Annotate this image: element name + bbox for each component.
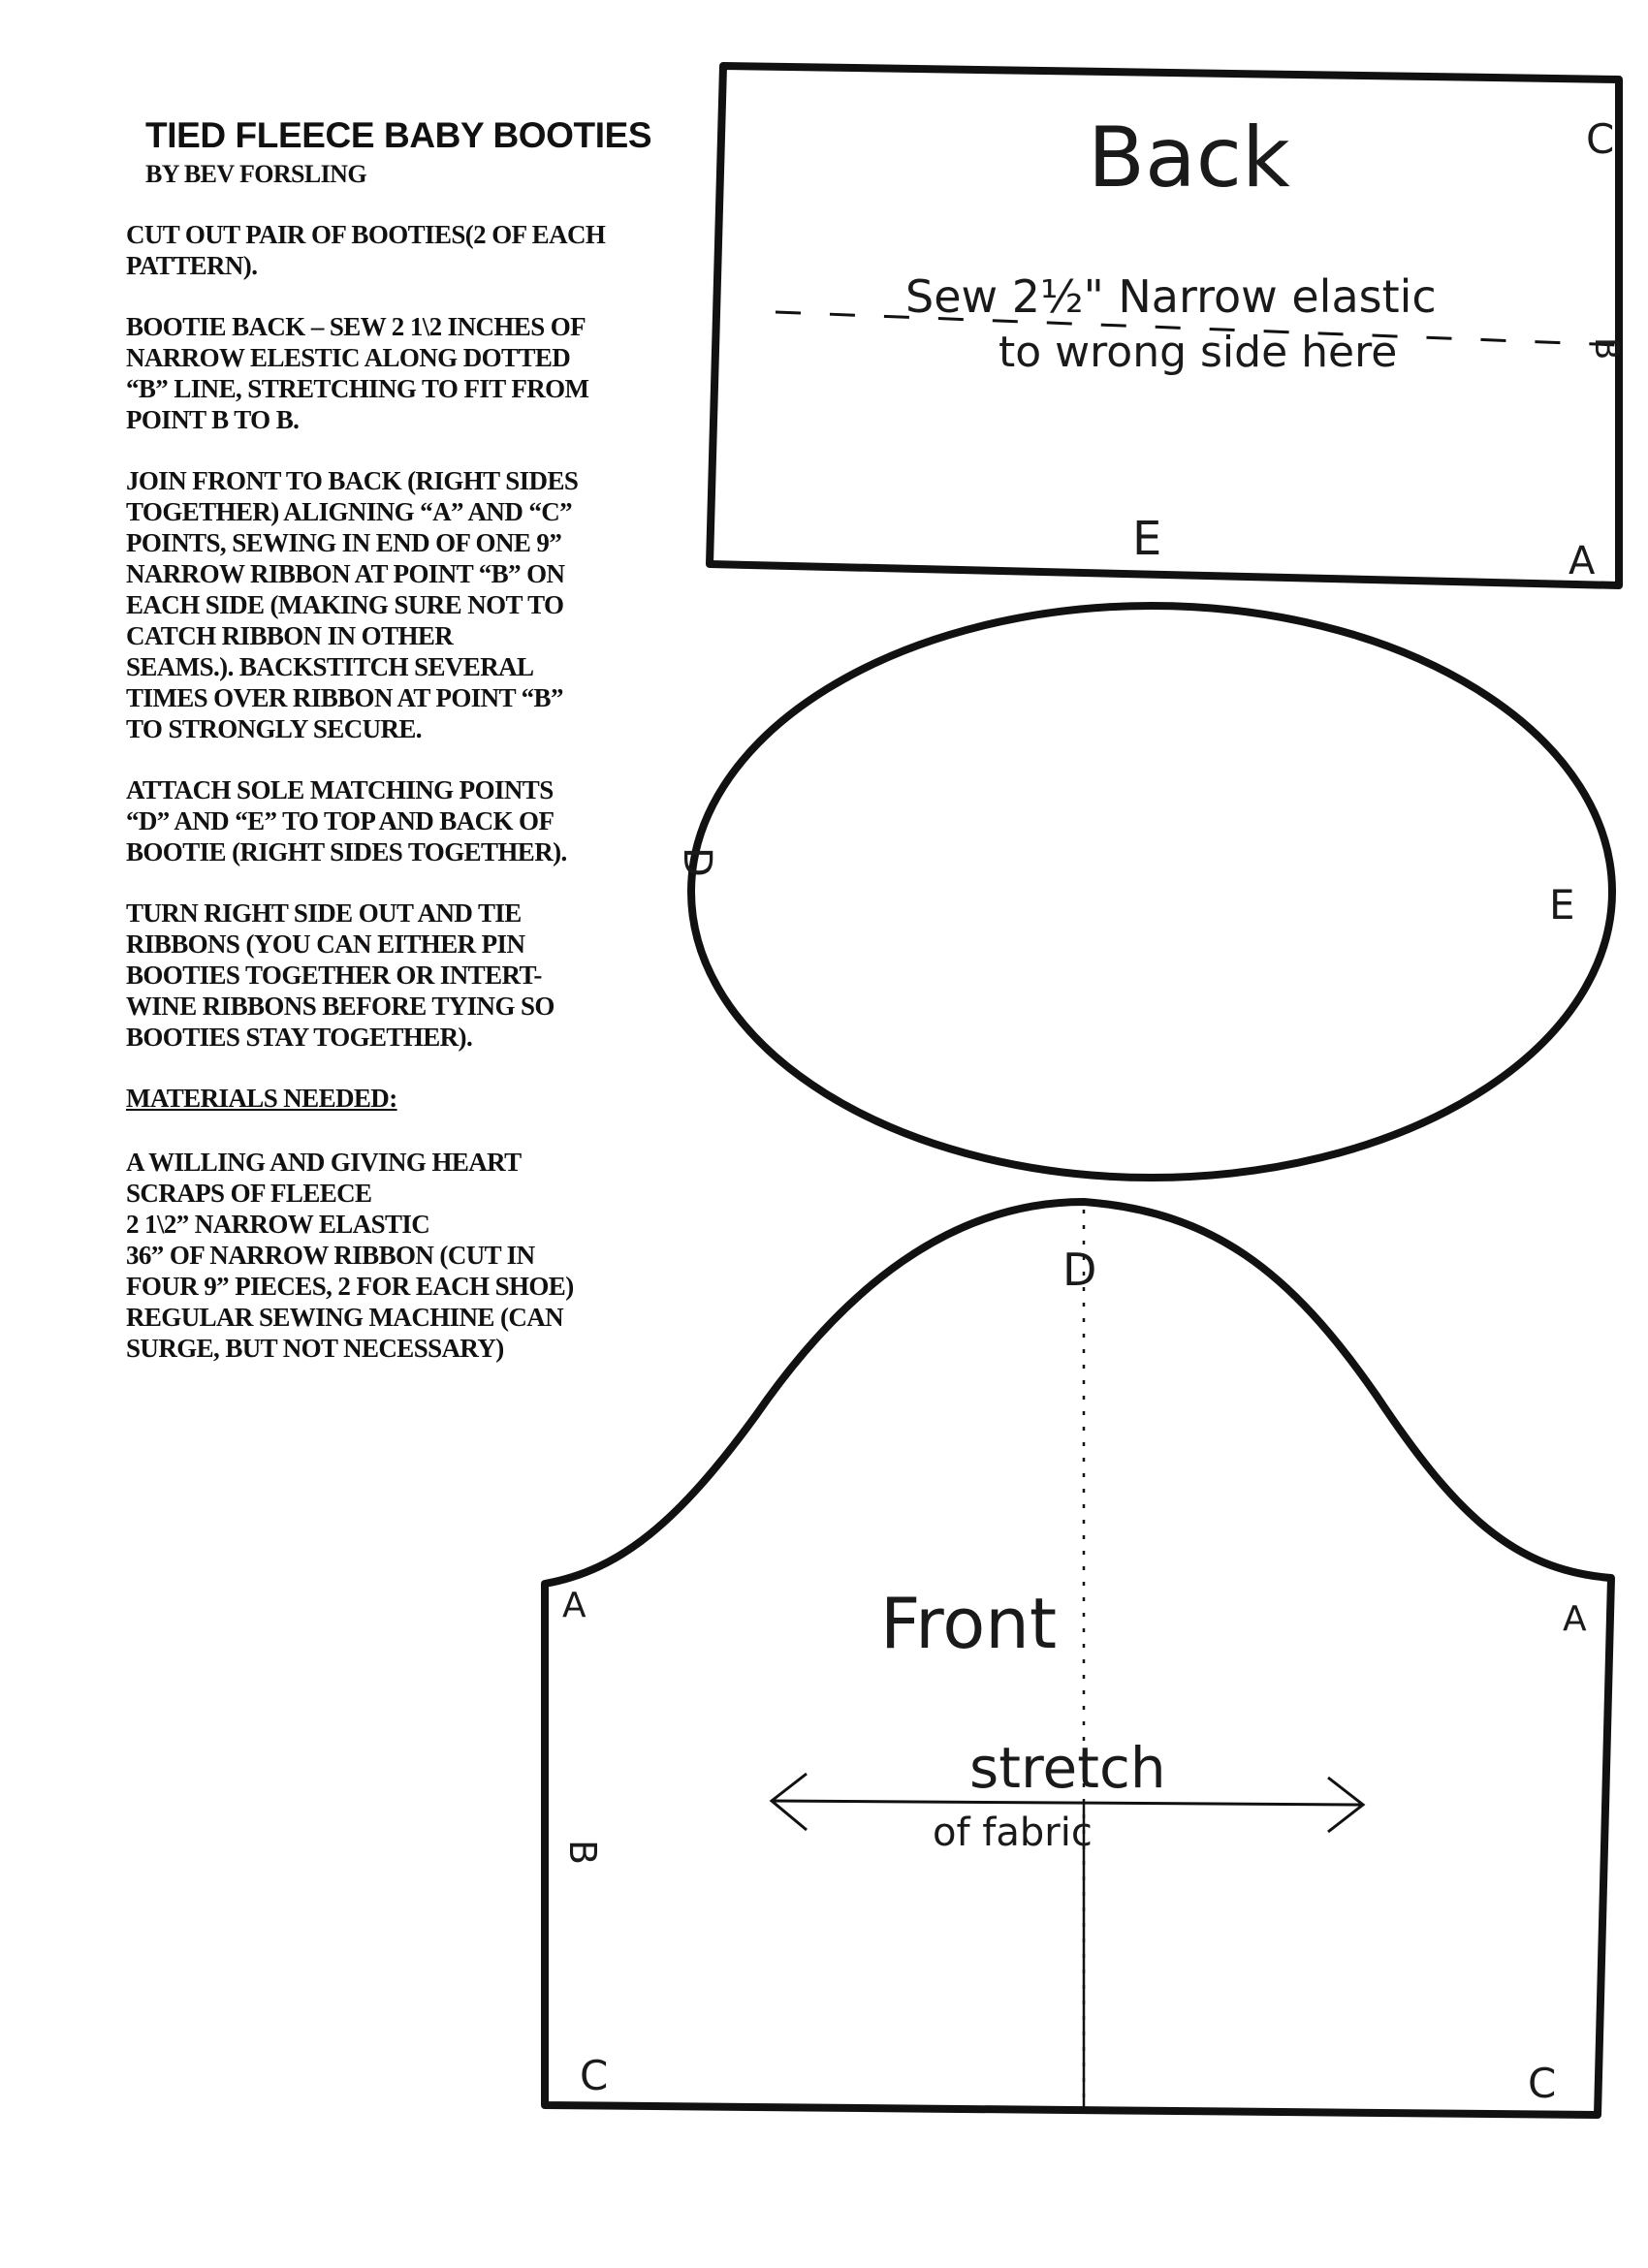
instruction-line: TOGETHER) ALIGNING “A” AND “C”	[126, 497, 573, 526]
back-label: Back	[1088, 110, 1290, 206]
stretch-label-line1: stretch	[969, 1735, 1166, 1801]
instruction-line: POINT B TO B.	[126, 405, 300, 434]
instruction-line: “B” LINE, STRETCHING TO FIT FROM	[126, 374, 589, 403]
instruction-line: TO STRONGLY SECURE.	[126, 714, 422, 743]
materials-item: SCRAPS OF FLEECE	[126, 1179, 372, 1208]
materials-item: REGULAR SEWING MACHINE (CAN	[126, 1303, 564, 1332]
back-elastic-note-line2: to wrong side here	[998, 328, 1398, 377]
stretch-label-line2: of fabric	[933, 1811, 1093, 1855]
back-pattern-piece	[710, 66, 1626, 585]
front-pattern-outline	[545, 1202, 1611, 2115]
materials-heading: MATERIALS NEEDED:	[126, 1084, 397, 1113]
instruction-line: CUT OUT PAIR OF BOOTIES(2 OF EACH	[126, 220, 606, 249]
materials-item: SURGE, BUT NOT NECESSARY)	[126, 1334, 504, 1363]
front-point-b: B	[561, 1840, 604, 1866]
front-corner-c-left: C	[580, 2052, 609, 2099]
document-title: TIED FLEECE BABY BOOTIES	[145, 115, 652, 155]
instruction-line: POINTS, SEWING IN END OF ONE 9”	[126, 528, 562, 557]
author-line: BY BEV FORSLING	[145, 160, 366, 188]
sole-point-e: E	[1549, 881, 1575, 929]
back-corner-c: C	[1586, 115, 1615, 163]
front-corner-a-left: A	[562, 1586, 586, 1625]
instruction-line: TIMES OVER RIBBON AT POINT “B”	[126, 683, 563, 712]
instruction-line: TURN RIGHT SIDE OUT AND TIE	[126, 898, 522, 928]
instruction-line: ATTACH SOLE MATCHING POINTS	[126, 775, 554, 804]
front-point-d: D	[1062, 1244, 1097, 1296]
back-elastic-note-line1: Sew 2½" Narrow elastic	[905, 270, 1437, 323]
back-point-b: B	[1587, 337, 1626, 361]
instruction-line: BOOTIE (RIGHT SIDES TOGETHER).	[126, 837, 567, 866]
instruction-line: PATTERN).	[126, 251, 258, 280]
instruction-line: BOOTIES STAY TOGETHER).	[126, 1023, 473, 1052]
sole-point-d: D	[675, 847, 719, 877]
instruction-line: NARROW ELESTIC ALONG DOTTED	[126, 343, 571, 372]
front-corner-a-right: A	[1563, 1599, 1587, 1639]
instruction-line: BOOTIES TOGETHER OR INTERT-	[126, 961, 542, 990]
front-pattern-piece	[545, 1202, 1611, 2115]
instruction-line: NARROW RIBBON AT POINT “B” ON	[126, 559, 565, 588]
instruction-line: SEAMS.). BACKSTITCH SEVERAL	[126, 652, 534, 681]
instruction-line: BOOTIE BACK – SEW 2 1\2 INCHES OF	[126, 312, 586, 341]
sole-pattern-piece	[675, 606, 1612, 1178]
instruction-line: “D” AND “E” TO TOP AND BACK OF	[126, 806, 555, 835]
front-corner-c-right: C	[1528, 2060, 1557, 2107]
instruction-line: CATCH RIBBON IN OTHER	[126, 621, 454, 650]
instruction-line: WINE RIBBONS BEFORE TYING SO	[126, 992, 555, 1021]
instruction-line: JOIN FRONT TO BACK (RIGHT SIDES	[126, 466, 579, 495]
materials-item: A WILLING AND GIVING HEART	[126, 1148, 522, 1177]
front-label: Front	[880, 1583, 1058, 1664]
materials-item: 36” OF NARROW RIBBON (CUT IN	[126, 1241, 535, 1270]
back-point-e: E	[1132, 512, 1162, 566]
back-corner-a: A	[1569, 539, 1596, 583]
sole-pattern-outline	[691, 606, 1612, 1178]
materials-item: 2 1\2” NARROW ELASTIC	[126, 1210, 430, 1239]
instruction-line: RIBBONS (YOU CAN EITHER PIN	[126, 929, 525, 959]
materials-item: FOUR 9” PIECES, 2 FOR EACH SHOE)	[126, 1272, 574, 1301]
instruction-line: EACH SIDE (MAKING SURE NOT TO	[126, 590, 564, 619]
stretch-arrow-line	[772, 1801, 1363, 1805]
